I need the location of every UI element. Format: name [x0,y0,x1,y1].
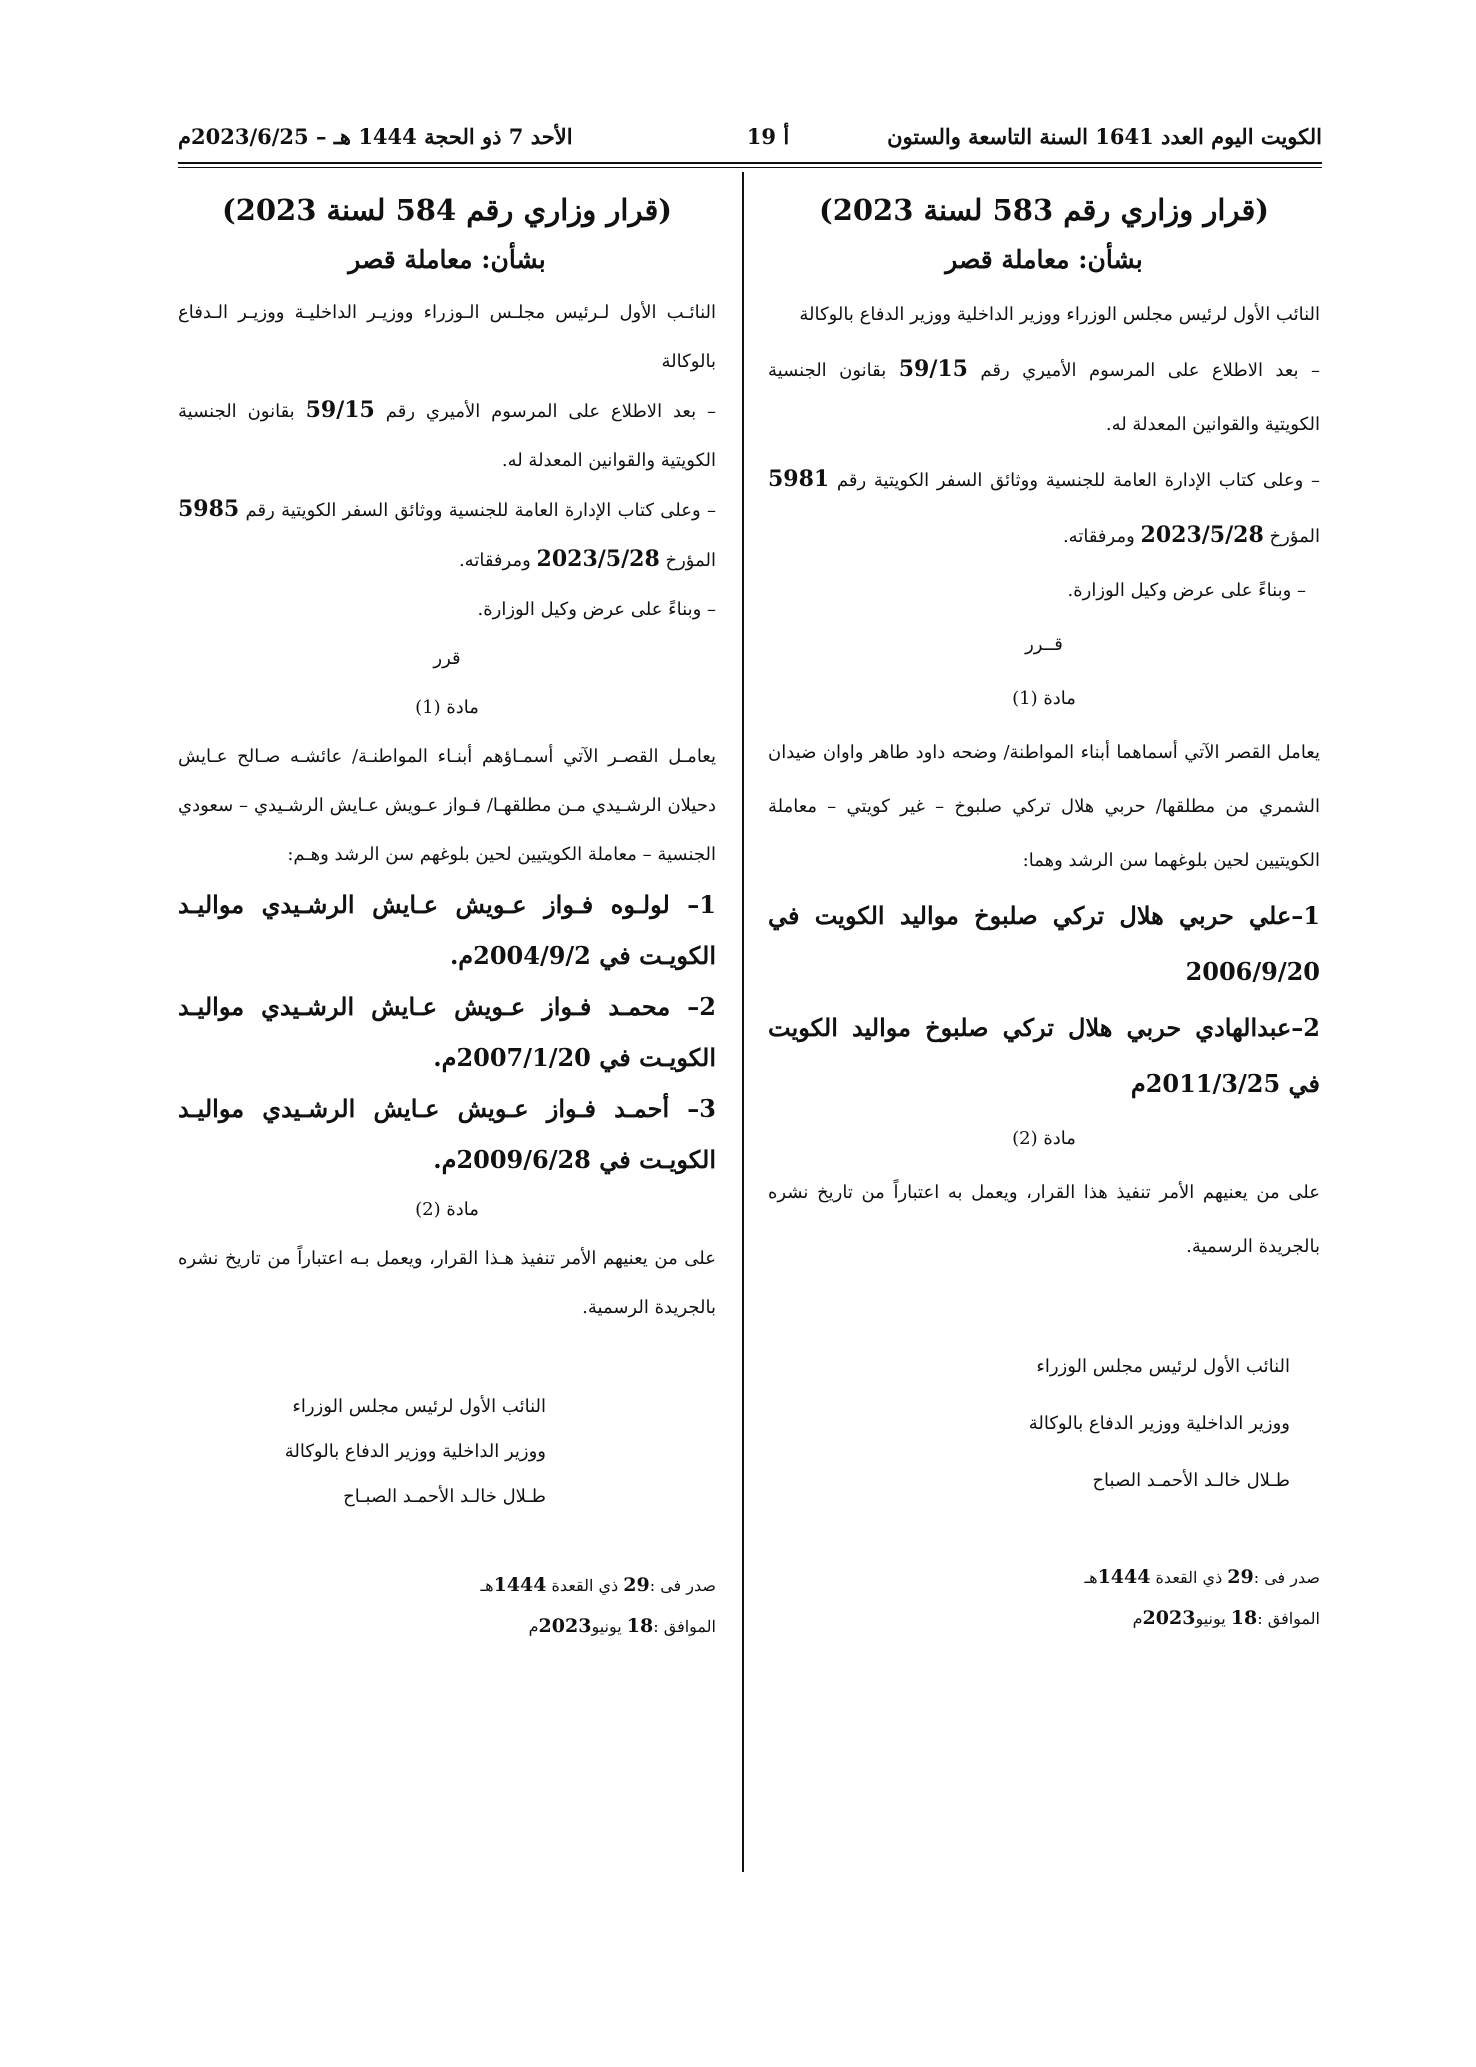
bold-number: 2023 [538,1615,592,1637]
text-run: – وعلى كتاب الإدارة العامة للجنسية ووثائق السفر الكويتية رقم [829,470,1320,491]
article-heading: مادة (2) [1012,1128,1076,1149]
decision-word: قرر [433,648,461,669]
text-run: هـ [1084,1568,1098,1587]
minor-entry: 1– لولـوه فـواز عـويش عـايش الرشـيدي مواليـد الكويـت في 2004/9/2م. [178,890,716,970]
header-rule-thick [178,162,1322,164]
decree-583 [768,180,1320,1639]
text-run: هـ [480,1576,494,1595]
text-run: صدر فى : [649,1576,716,1595]
text-run: م [528,1617,539,1636]
signature-line: ووزير الداخلية ووزير الدفاع بالوكالة [284,1441,546,1462]
signature-name: طـلال خالـد الأحمـد الصباح [1092,1470,1290,1491]
bold-number: 1444 [493,1574,547,1596]
minor-entry: 3– أحمـد فـواز عـويش عـايش الرشـيدي مواليـد الكويـت في 2009/6/28م. [178,1094,716,1174]
text-run: – وبناءً على عرض وكيل الوزارة. [1067,580,1306,601]
text-run: – وعلى كتاب الإدارة العامة للجنسية ووثائق السفر الكويتية رقم [239,500,716,521]
text-run: يونيو [1195,1609,1231,1628]
header-rule-thin [178,167,1322,168]
running-header [178,118,1322,158]
recital [178,585,716,634]
header-issue-info: الكويت اليوم العدد 1641 السنة التاسعة والستون [887,124,1322,149]
text-run: يونيو [591,1617,627,1636]
bold-number: 59/15 [305,397,375,423]
bold-number: 2023/5/28 [536,546,660,572]
minor-entry: 2–عبدالهادي حربي هلال تركي صلبوخ مواليد الكويت في 2011/3/25م [768,1013,1320,1098]
decree-authority: النائب الأول لرئيس مجلس الوزراء ووزير الداخلية ووزير الدفاع بالوكالة [799,304,1320,325]
minor-entry: 2– محمـد فـواز عـويش عـايش الرشـيدي مواليـد الكويـت في 2007/1/20م. [178,992,716,1072]
signature-name: طـلال خالـد الأحمـد الصبـاح [343,1486,546,1507]
decree-title: (قرار وزاري رقم 583 لسنة 2023) [818,193,1270,227]
text-run: – بعد الاطلاع على المرسوم الأميري رقم [967,360,1320,381]
article-body: على من يعنيهم الأمر تنفيذ هذا القرار، ويعمل به اعتباراً من تاريخ نشره بالجريدة الرسمية. [768,1182,1320,1257]
text-run: – وبناءً على عرض وكيل الوزارة. [477,599,716,620]
text-run: الموافق : [1257,1609,1320,1628]
decree-title: (قرار وزاري رقم 584 لسنة 2023) [221,193,673,227]
recital [178,485,716,585]
bold-number: 29 [1227,1566,1254,1588]
issued-gregorian [768,1598,1320,1639]
text-run: ومرفقاته. [1062,526,1141,547]
text-run: بقانون الجنسية الكويتية والقوانين المعدلة له. [178,401,716,471]
issued-hijri [768,1557,1320,1598]
issued-hijri [178,1565,716,1606]
bold-number: 18 [1230,1607,1258,1629]
column-divider [742,172,744,1872]
bold-number: 18 [626,1615,654,1637]
decision-word: قــرر [1025,634,1063,655]
text-run: المؤرخ [1263,526,1320,547]
article-body: يعامـل القصـر الآتي أسمـاؤهم أبنـاء المواطنـة/ عائشـه صـالح عـايش دحيلان الرشـيدي مـن مطلقهـا/ فـواز عـويش عـايش الرشـيدي – سعودي الجنسية – معاملة الكويتيين لحين بلوغهم سن الرشد وهـم: [178,746,716,865]
text-run: صدر فى : [1253,1568,1320,1587]
header-date: الأحد 7 ذو الحجة 1444 هـ – 2023/6/25م [178,124,573,149]
article-heading: مادة (1) [1012,688,1076,709]
issued-gregorian [178,1606,716,1647]
decree-subject: بشأن: معاملة قصر [945,245,1143,274]
recital [768,342,1320,452]
text-run: م [1132,1609,1143,1628]
recital [768,564,1320,618]
recital [768,452,1320,564]
recital [178,386,716,485]
bold-number: 5985 [178,496,240,522]
header-page-number: أ 19 [746,124,790,149]
signature-line: النائب الأول لرئيس مجلس الوزراء [1036,1356,1290,1377]
text-run: الموافق : [653,1617,716,1636]
text-run: ومرفقاته. [458,550,537,571]
article-body: على من يعنيهم الأمر تنفيذ هـذا القرار، ويعمل بـه اعتباراً من تاريخ نشره بالجريدة الرسمية. [178,1248,716,1318]
article-heading: مادة (1) [415,697,479,718]
minor-entry: 1–علي حربي هلال تركي صلبوخ مواليد الكويت في 2006/9/20 [768,901,1320,986]
article-heading: مادة (2) [415,1199,479,1220]
text-run: ذي القعدة [1150,1568,1228,1587]
bold-number: 29 [623,1574,650,1596]
bold-number: 2023 [1142,1607,1196,1629]
decree-584 [178,180,716,1647]
decree-authority: النائـب الأول لـرئيس مجلـس الـوزراء ووزيـر الداخليـة ووزيـر الـدفاع بالوكالة [178,302,716,372]
bold-number: 2023/5/28 [1140,522,1264,548]
bold-number: 1444 [1097,1566,1151,1588]
signature-line: ووزير الداخلية ووزير الدفاع بالوكالة [1028,1413,1290,1434]
text-run: بقانون الجنسية الكويتية والقوانين المعدلة له. [768,360,1320,435]
article-body: يعامل القصر الآتي أسماهما أبناء المواطنة/ وضحه داود طاهر واوان ضيدان الشمري من مطلقها/ حربي هلال تركي صلبوخ – غير كويتي – معاملة الكويتيين لحين بلوغهما سن الرشد وهما: [768,742,1320,871]
bold-number: 5981 [768,466,830,492]
bold-number: 59/15 [898,356,968,382]
signature-line: النائب الأول لرئيس مجلس الوزراء [292,1396,546,1417]
text-run: المؤرخ [659,550,716,571]
text-run: ذي القعدة [546,1576,624,1595]
text-run: – بعد الاطلاع على المرسوم الأميري رقم [374,401,716,422]
decree-subject: بشأن: معاملة قصر [348,245,546,274]
